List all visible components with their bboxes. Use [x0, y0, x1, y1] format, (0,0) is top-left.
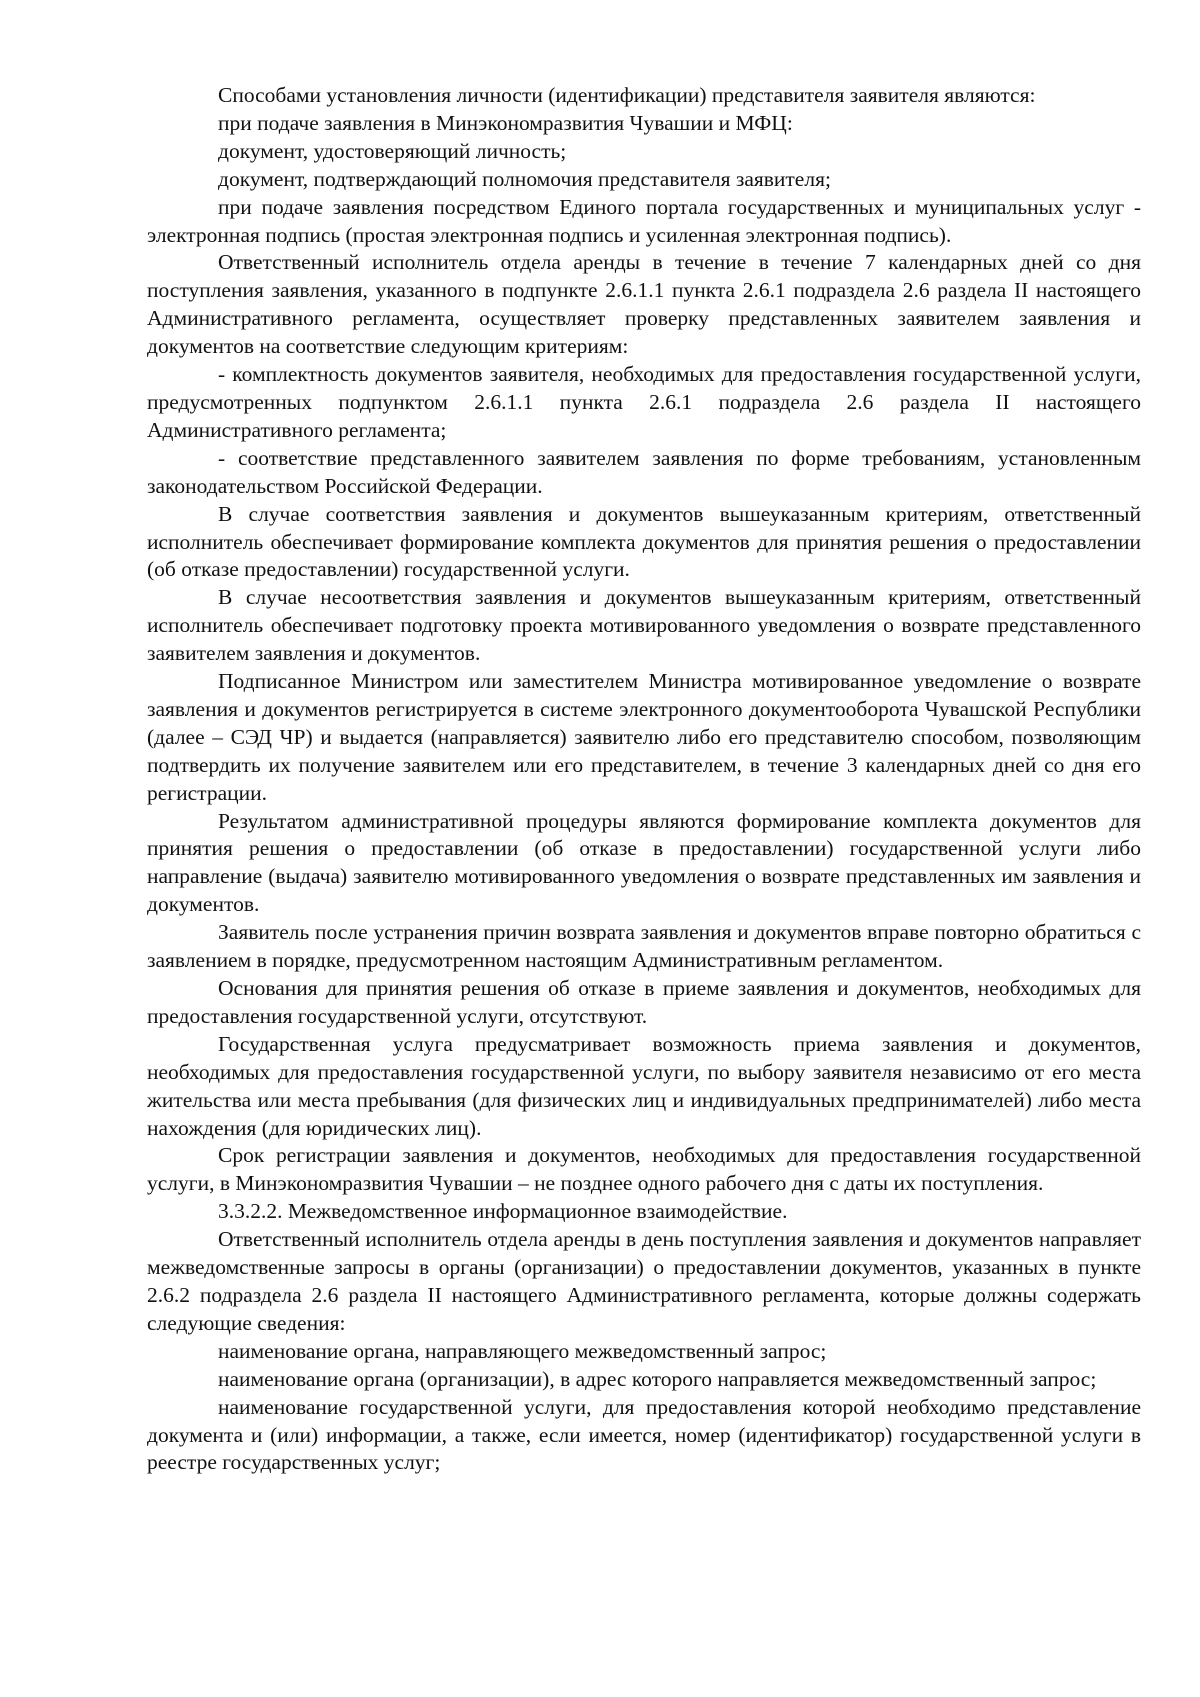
paragraph-identity-document: документ, удостоверяющий личность;: [218, 138, 567, 163]
paragraph-recipient-body: наименование органа (организации), в адрес которого направляется межведомственный запрос;: [218, 1366, 1097, 1391]
paragraph-submission-mfc: при подаче заявления в Минэкономразвития Чувашии и МФЦ:: [218, 110, 793, 135]
paragraph-service-name: наименование государственной услуги, для предоставления которой необходимо представление документа и (или) информации, а также, если имеется, номер (идентификатор) государственной услуги в реестре государственных услуг;: [147, 1394, 1141, 1475]
paragraph-repeat-application: Заявитель после устранения причин возврата заявления и документов вправе повторно обратиться с заявлением в порядке, предусмотренном настоящим Административным регламентом.: [147, 920, 1141, 973]
paragraph-criterion-completeness: - комплектность документов заявителя, необходимых для предоставления государственной услуги, предусмотренных подпунктом 2.6.1.1 пункта 2.6.1 подраздела 2.6 раздела II настоящего Административного регламента;: [147, 362, 1141, 442]
paragraph-refusal-grounds: Основания для принятия решения об отказе в приеме заявления и документов, необходимых для предоставления государственной услуги, отсутствуют.: [147, 976, 1141, 1028]
document-page: [147, 82, 1141, 1477]
paragraph-verification-criteria: Ответственный исполнитель отдела аренды в течение в течение 7 календарных дней со дня поступления заявления, указанного в подпункте 2.6.1.1 пункта 2.6.1 подраздела 2.6 раздела II настоящего Административного регламента, осуществляет проверку представленных заявителем заявления и документов на соответствие следующим критериям:: [147, 250, 1141, 359]
paragraph-noncompliance-case: В случае несоответствия заявления и документов вышеуказанным критериям, ответственный исполнитель обеспечивает подготовку проекта мотивированного уведомления о возврате представленного заявителем заявления и документов.: [147, 585, 1141, 666]
paragraph-criterion-form: - соответствие представленного заявителем заявления по форме требованиям, установленным законодательством Российской Федерации.: [147, 445, 1141, 498]
section-heading-3-3-2-2: 3.3.2.2. Межведомственное информационное взаимодействие.: [218, 1199, 788, 1224]
paragraph-interagency-requests: Ответственный исполнитель отдела аренды в день поступления заявления и документов направляет межведомственные запросы в органы (организации) о предоставлении документов, указанных в пункте 2.6.2 подраздела 2.6 раздела II настоящего Административного регламента, которые должны содержать следующие сведения:: [147, 1227, 1141, 1335]
paragraph-electronic-signature: при подаче заявления посредством Единого портала государственных и муниципальных услуг - электронная подпись (простая электронная подпись и усиленная электронная подпись).: [147, 194, 1141, 247]
paragraph-compliance-case: В случае соответствия заявления и документов вышеуказанным критериям, ответственный исполнитель обеспечивает формирование комплекта документов для принятия решения о предоставлении (об отказе предоставлении) государственной услуги.: [147, 501, 1141, 582]
paragraph-procedure-result: Результатом административной процедуры являются формирование комплекта документов для принятия решения о предоставлении (об отказе в предоставлении) государственной услуги либо направление (выдача) заявителю мотивированного уведомления о возврате представленных им заявления и документов.: [147, 808, 1141, 917]
paragraph-extraterritorial: Государственная услуга предусматривает возможность приема заявления и документов, необходимых для предоставления государственной услуги, по выбору заявителя независимо от его места жительства или места пребывания (для физических лиц и индивидуальных предпринимателей) либо места нахождения (для юридических лиц).: [147, 1031, 1141, 1140]
paragraph-authority-document: документ, подтверждающий полномочия представителя заявителя;: [218, 166, 831, 191]
paragraph-return-notice: Подписанное Министром или заместителем Министра мотивированное уведомление о возврате заявления и документов регистрируется в системе электронного документооборота Чувашской Республики (далее – СЭД ЧР) и выдается (направляется) заявителю либо его представителю способом, позволяющим подтвердить их получение заявителем или его представителем, в течение 3 календарных дней со дня его регистрации.: [147, 669, 1141, 805]
paragraph-requesting-body: наименование органа, направляющего межведомственный запрос;: [218, 1338, 827, 1363]
paragraph-identification-methods: Способами установления личности (идентификации) представителя заявителя являются:: [218, 83, 1036, 107]
paragraph-registration-term: Срок регистрации заявления и документов, необходимых для предоставления государственной услуги, в Минэкономразвития Чувашии – не позднее одного рабочего дня с даты их поступления.: [147, 1143, 1141, 1196]
